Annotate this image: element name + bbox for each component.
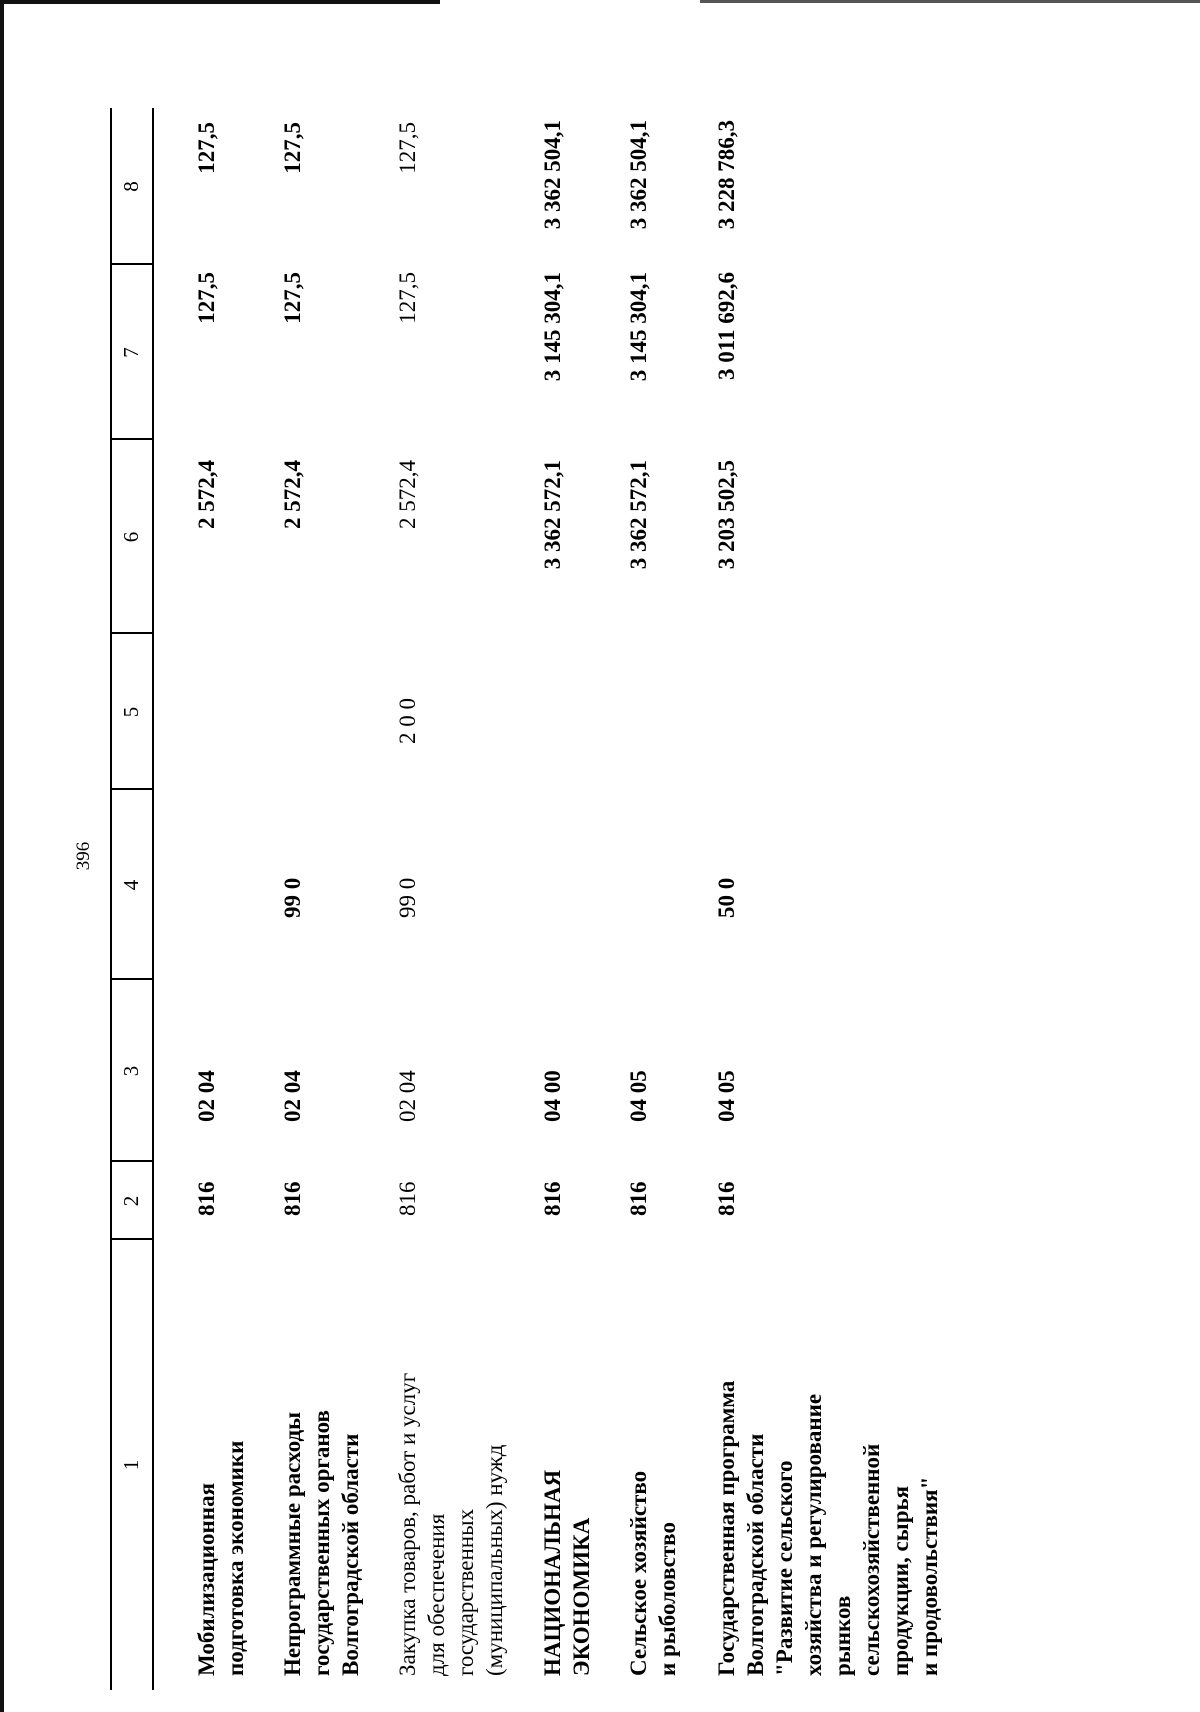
column-header: 4 — [118, 879, 143, 891]
column-header: 6 — [118, 531, 143, 543]
row-name — [278, 1276, 365, 1676]
cell-c3: 04 00 — [540, 1070, 565, 1122]
row-name-line: Сельское хозяйство — [626, 1470, 651, 1676]
column-header: 2 — [118, 1195, 143, 1207]
cell-c2: 816 — [280, 1181, 305, 1216]
row-name-line: продукции, сырья — [888, 1485, 913, 1676]
row-name-line: сельскохозяйственной — [859, 1443, 884, 1676]
row-name-line: Непрограммные расходы — [280, 1411, 305, 1676]
cell-c6: 2 572,4 — [280, 460, 305, 529]
cell-c8: 3 228 786,3 — [714, 120, 739, 230]
cell-c7: 3 011 692,6 — [714, 272, 739, 380]
column-header: 7 — [118, 347, 143, 358]
row-name — [538, 1276, 596, 1676]
row-name-line: "Развитие сельского — [772, 1460, 797, 1676]
row-name-line: подготовка экономики — [223, 1440, 248, 1676]
row-name-line: и рыболовство — [655, 1522, 680, 1676]
cell-c7: 3 145 304,1 — [626, 272, 651, 382]
row-name-line: рынков — [830, 1595, 855, 1676]
cell-c3: 04 05 — [626, 1070, 651, 1122]
scan-edge-top-right — [700, 0, 1200, 3]
column-header: 5 — [118, 706, 143, 718]
scan-edge-left — [0, 0, 4, 1712]
cell-c7: 127,5 — [194, 272, 219, 324]
budget-table-sheet — [110, 108, 1170, 1690]
row-name-line: государственных — [453, 1508, 478, 1676]
row-name-line: Волгоградской области — [338, 1433, 363, 1676]
row-name-line: и продовольствия" — [917, 1476, 942, 1676]
cell-c3: 02 04 — [280, 1070, 305, 1122]
cell-c6: 2 572,4 — [395, 460, 420, 529]
cell-c2: 816 — [395, 1181, 420, 1216]
cell-c4: 99 0 — [395, 877, 420, 918]
row-name-line: ЭКОНОМИКА — [569, 1517, 594, 1676]
cell-c5: 2 0 0 — [395, 698, 420, 744]
row-name-line: Волгоградской области — [743, 1433, 768, 1676]
row-name — [624, 1276, 682, 1676]
cell-c8: 127,5 — [280, 122, 305, 174]
cell-c6: 3 203 502,5 — [714, 460, 739, 570]
cell-c7: 127,5 — [280, 272, 305, 324]
header-bottom-rule — [152, 108, 154, 1690]
row-name-line: НАЦИОНАЛЬНАЯ — [540, 1469, 565, 1676]
cell-c7: 3 145 304,1 — [540, 272, 565, 382]
row-name-line: государственных органов — [309, 1410, 334, 1676]
cell-c8: 127,5 — [395, 122, 420, 174]
cell-c8: 3 362 504,1 — [540, 120, 565, 230]
cell-c4: 99 0 — [280, 877, 305, 918]
row-name — [192, 1276, 250, 1676]
column-header: 1 — [118, 1459, 143, 1471]
row-name-line: Мобилизационная — [194, 1482, 219, 1676]
cell-c6: 3 362 572,1 — [626, 460, 651, 570]
cell-c4: 50 0 — [714, 877, 739, 918]
cell-c7: 127,5 — [395, 272, 420, 324]
column-header: 8 — [118, 181, 143, 192]
cell-c3: 02 04 — [395, 1070, 420, 1122]
cell-c2: 816 — [626, 1181, 651, 1216]
column-header: 3 — [118, 1065, 143, 1077]
cell-c8: 127,5 — [194, 122, 219, 174]
cell-c3: 04 05 — [714, 1070, 739, 1122]
cell-c2: 816 — [714, 1181, 739, 1216]
cell-c6: 3 362 572,1 — [540, 460, 565, 570]
cell-c3: 02 04 — [194, 1070, 219, 1122]
page-number: 396 — [73, 841, 94, 871]
row-name — [393, 1276, 509, 1676]
row-name-line: Закупка товаров, работ и услуг — [395, 1372, 420, 1676]
row-name-line: хозяйства и регулирование — [801, 1393, 826, 1676]
row-name-line: (муниципальных) нужд — [482, 1444, 507, 1676]
cell-c8: 3 362 504,1 — [626, 120, 651, 230]
row-name-line: для обеспечения — [424, 1513, 449, 1676]
cell-c6: 2 572,4 — [194, 460, 219, 529]
row-name-line: Государственная программа — [714, 1380, 739, 1676]
cell-c2: 816 — [540, 1181, 565, 1216]
row-name — [712, 1276, 944, 1676]
scan-edge-top — [0, 0, 440, 4]
cell-c2: 816 — [194, 1181, 219, 1216]
